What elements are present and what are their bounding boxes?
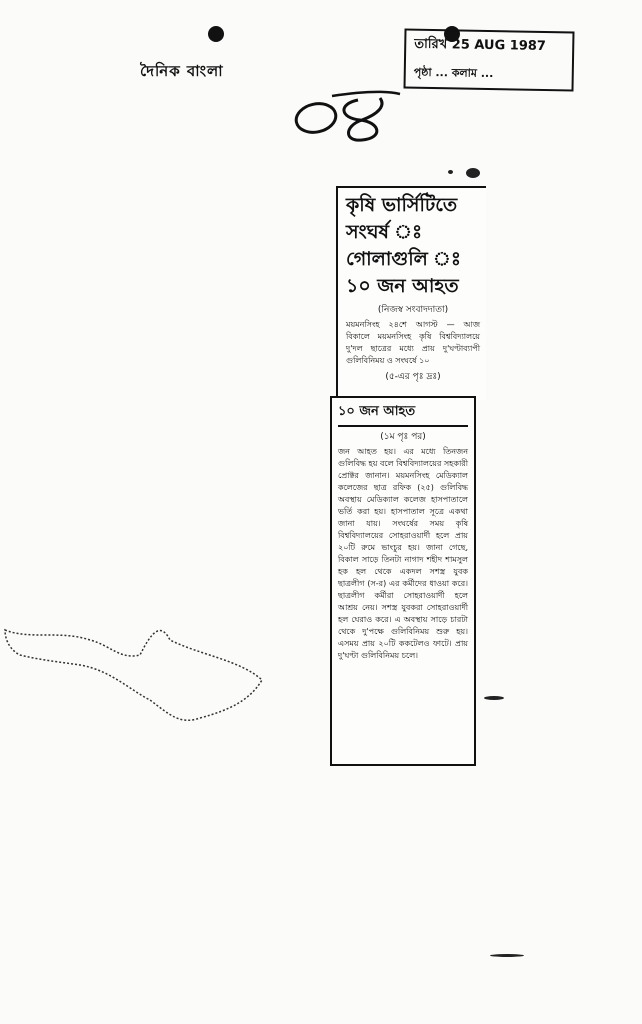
continued-headline: ১০ জন আহত xyxy=(338,402,468,427)
handwritten-number-drawing xyxy=(288,86,408,146)
punch-hole xyxy=(208,26,224,42)
headline-line-3: গোলাগুলি ঃ xyxy=(346,248,461,270)
date-stamp xyxy=(403,29,574,92)
date-stamp-date: তারিখ 25 AUG 1987 xyxy=(414,36,547,54)
date-stamp-page: পৃষ্ঠা ... কলাম ... xyxy=(413,65,494,81)
article-body: ময়মনসিংহ ২৪শে আগস্ট — আজ বিকালে ময়মনসিংহ কৃষি বিশ্ববিদ্যালয়ে দু'দল ছাত্রের মধ্যে প্রায় দু'ঘণ্টাব্যাপী গুলিবিনিময় ও সংঘর্ষে ১০ xyxy=(346,320,480,365)
stain-mark xyxy=(0,600,270,740)
reporter-credit: (নিজস্ব সংবাদদাতা) xyxy=(377,305,449,315)
ink-speck xyxy=(484,696,504,700)
news-clipping-continued xyxy=(330,396,476,766)
handwritten-number xyxy=(288,86,408,146)
ink-speck xyxy=(490,954,524,957)
ink-speck xyxy=(466,168,480,178)
news-clipping-main xyxy=(336,186,486,400)
headline-line-2: সংঘর্ষ ঃ xyxy=(346,221,423,243)
continued-from-page: (১ম পৃঃ পর) xyxy=(380,432,426,442)
continued-article-body: জন আহত হয়। এর মধ্যে তিনজন গুলিবিদ্ধ হয় বলে বিশ্ববিদ্যালয়ের সহকারী প্রোক্টর জানান। ময়মনসিংহ মেডিক্যাল কলেজের ছাত্র রফিক (২৫) গুলিবিদ্ধ অবস্থায় মেডিক্যাল কলেজ হাসপাতালে ভর্তি করা হয়। হাসপাতাল সূত্রে একথা জানা যায়। সংঘর্ষের সময় কৃষি বিশ্ববিদ্যালয়ের সোহরাওয়ার্দী হলে প্রায় ২০টি রুমে ভাংচুর হয়। জানা গেছে, বিকাল সাড়ে তিনটা নাগাদ শহীদ শামসুল হক হল থেকে একদল সশস্ত্র যুবক ছাত্রলীগ (স-র) এর কর্মীদের ধাওয়া করে। ছাত্রলীগ কর্মীরা সোহরাওয়ার্দী হলে আশ্রয় নেয়। সশস্ত্র যুবকরা সোহরাওয়ার্দী হল ঘেরাও করে। এ অবস্থায় সাড়ে চারটা থেকে দু'পক্ষে গুলিবিনিময় শুরু হয়। এসময় প্রায় ২০টি ককটেলও ফাটে। প্রায় দু'ঘণ্টা গুলিবিনিময় চলে। xyxy=(338,447,468,660)
ink-speck xyxy=(448,170,453,174)
headline-line-1: কৃষি ভার্সিটিতে xyxy=(346,194,458,216)
continued-note: (৫-এর পৃঃ দ্রঃ) xyxy=(385,372,441,382)
newspaper-name: দৈনিক বাংলা xyxy=(140,62,224,80)
headline-line-4: ১০ জন আহত xyxy=(346,275,459,297)
